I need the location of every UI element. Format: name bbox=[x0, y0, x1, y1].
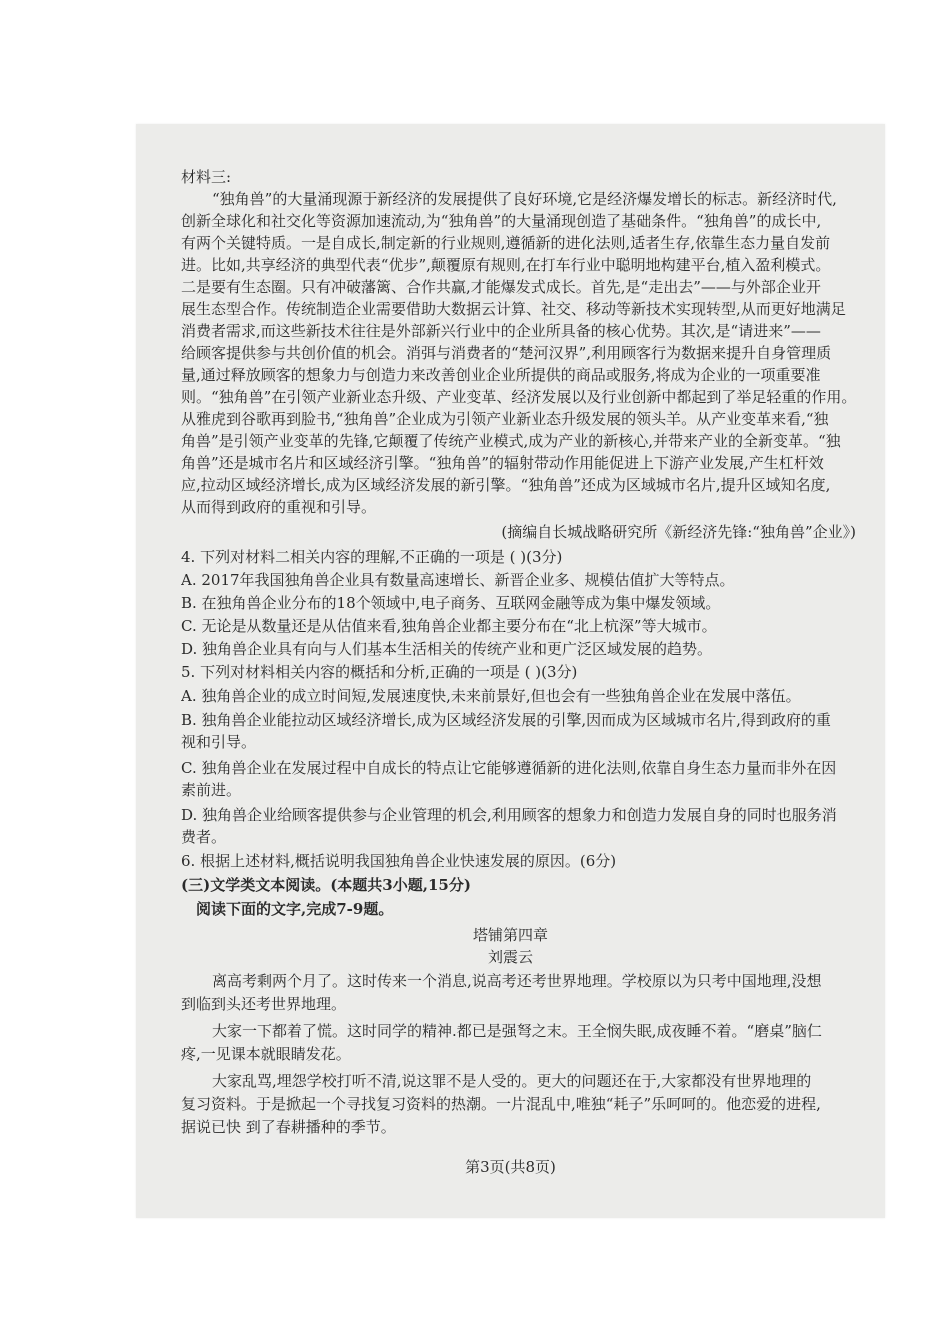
paragraph-line: 应,拉动区域经济增长,成为区域经济发展的新引擎。“独角兽”还成为区域城市名片,提升区域知名度, bbox=[181, 476, 831, 494]
question-4-option-c: C. 无论是从数量还是从估值来看,独角兽企业都主要分布在“北上杭深”等大城市。 bbox=[181, 617, 717, 635]
story-line: 大家一下都着了慌。这时同学的精神.都已是强弩之末。王全悯失眠,成夜睡不着。“磨桌”脑仁 bbox=[212, 1022, 822, 1040]
paragraph-line: 创新全球化和社交化等资源加速流动,为“独角兽”的大量涌现创造了基础条件。“独角兽”的成长中, bbox=[181, 212, 822, 230]
question-5-stem: 5. 下列对材料相关内容的概括和分析,正确的一项是 ( )(3分) bbox=[181, 663, 578, 681]
story-line: 复习资料。于是掀起一个寻找复习资料的热潮。一片混乱中,唯独“耗子”乐呵呵的。他恋爱的进程, bbox=[181, 1095, 821, 1113]
page-footer: 第3页(共8页) bbox=[465, 1158, 556, 1176]
question-5-option-b-cont: 视和引导。 bbox=[181, 733, 257, 751]
paragraph-line: 有两个关键特质。一是自成长,制定新的行业规则,遵循新的进化法则,适者生存,依靠生态力量自发前 bbox=[181, 234, 831, 252]
paragraph-line: 角兽”还是城市名片和区域经济引擎。“独角兽”的辐射带动作用能促进上下游产业发展,产生杠杆效 bbox=[181, 454, 824, 472]
paragraph-line: 进。比如,共享经济的典型代表“优步”,颠覆原有规则,在打车行业中聪明地构建平台,植入盈利模式。 bbox=[181, 256, 831, 274]
material-source: (摘编自长城战略研究所《新经济先锋:“独角兽”企业》) bbox=[501, 523, 856, 541]
paragraph-line: 消费者需求,而这些新技术往往是外部新兴行业中的企业所具备的核心优势。其次,是“请进来”—— bbox=[181, 322, 821, 340]
question-5-option-b: B. 独角兽企业能拉动区域经济增长,成为区域经济发展的引擎,因而成为区域城市名片,得到政府的重 bbox=[181, 711, 831, 729]
question-5-option-c: C. 独角兽企业在发展过程中自成长的特点让它能够遵循新的进化法则,依靠自身生态力量而非外在因 bbox=[181, 759, 837, 777]
question-5-option-c-cont: 素前进。 bbox=[181, 781, 242, 799]
story-line: 大家乱骂,埋怨学校打听不清,说这罪不是人受的。更大的问题还在于,大家都没有世界地理的 bbox=[212, 1072, 812, 1090]
story-line: 离高考剩两个月了。这时传来一个消息,说高考还考世界地理。学校原以为只考中国地理,没想 bbox=[212, 972, 822, 990]
story-line: 疼,一见课本就眼睛发花。 bbox=[181, 1045, 351, 1063]
material-heading: 材料三: bbox=[181, 168, 232, 186]
paragraph-line: 从而得到政府的重视和引导。 bbox=[181, 498, 377, 516]
question-4-stem: 4. 下列对材料二相关内容的理解,不正确的一项是 ( )(3分) bbox=[181, 548, 563, 566]
paragraph-line: 从雅虎到谷歌再到脸书,“独角兽”企业成为引领产业新业态升级发展的领头羊。从产业变革来看,“独 bbox=[181, 410, 829, 428]
paragraph-line: 给顾客提供参与共创价值的机会。消弭与消费者的“楚河汉界”,利用顾客行为数据来提升自身管理质 bbox=[181, 344, 832, 362]
paragraph-line: 量,通过释放顾客的想象力与创造力来改善创业企业所提供的商品或服务,将成为企业的一项重要准 bbox=[181, 366, 821, 384]
story-title: 塔铺第四章 bbox=[472, 926, 548, 944]
question-4-option-d: D. 独角兽企业具有向与人们基本生活相关的传统产业和更广泛区域发展的趋势。 bbox=[181, 640, 713, 658]
question-4-option-b: B. 在独角兽企业分布的18个领域中,电子商务、互联网金融等成为集中爆发领域。 bbox=[181, 594, 721, 612]
exam-page bbox=[136, 124, 885, 1218]
question-5-option-a: A. 独角兽企业的成立时间短,发展速度快,未来前景好,但也会有一些独角兽企业在发展中落伍。 bbox=[181, 687, 801, 705]
section-heading: (三)文学类文本阅读。(本题共3小题,15分) bbox=[181, 876, 471, 894]
paragraph-line: 展生态型合作。传统制造企业需要借助大数据云计算、社交、移动等新技术实现转型,从而更好地满足 bbox=[181, 300, 846, 318]
section-instruction: 阅读下面的文字,完成7-9题。 bbox=[196, 900, 394, 918]
paragraph-line: 二是要有生态圈。只有冲破藩篱、合作共赢,才能爆发式成长。首先,是“走出去”——与外部企业开 bbox=[181, 278, 821, 296]
question-5-option-d-cont: 费者。 bbox=[181, 828, 227, 846]
question-5-option-d: D. 独角兽企业给顾客提供参与企业管理的机会,利用顾客的想象力和创造力发展自身的同时也服务消 bbox=[181, 806, 837, 824]
paragraph-line: “独角兽”的大量涌现源于新经济的发展提供了良好环境,它是经济爆发增长的标志。新经济时代, bbox=[212, 190, 837, 208]
story-line: 据说已快 到了春耕播种的季节。 bbox=[181, 1118, 396, 1136]
question-4-option-a: A. 2017年我国独角兽企业具有数量高速增长、新晋企业多、规模估值扩大等特点。 bbox=[181, 571, 735, 589]
question-6: 6. 根据上述材料,概括说明我国独角兽企业快速发展的原因。(6分) bbox=[181, 852, 617, 870]
paragraph-line: 则。“独角兽”在引领产业新业态升级、产业变革、经济发展以及行业创新中都起到了举足轻重的作用。 bbox=[181, 388, 857, 406]
story-author: 刘震云 bbox=[487, 948, 533, 966]
paragraph-line: 角兽”是引领产业变革的先锋,它颠覆了传统产业模式,成为产业的新核心,并带来产业的全新变革。“独 bbox=[181, 432, 841, 450]
story-line: 到临到头还考世界地理。 bbox=[181, 995, 347, 1013]
